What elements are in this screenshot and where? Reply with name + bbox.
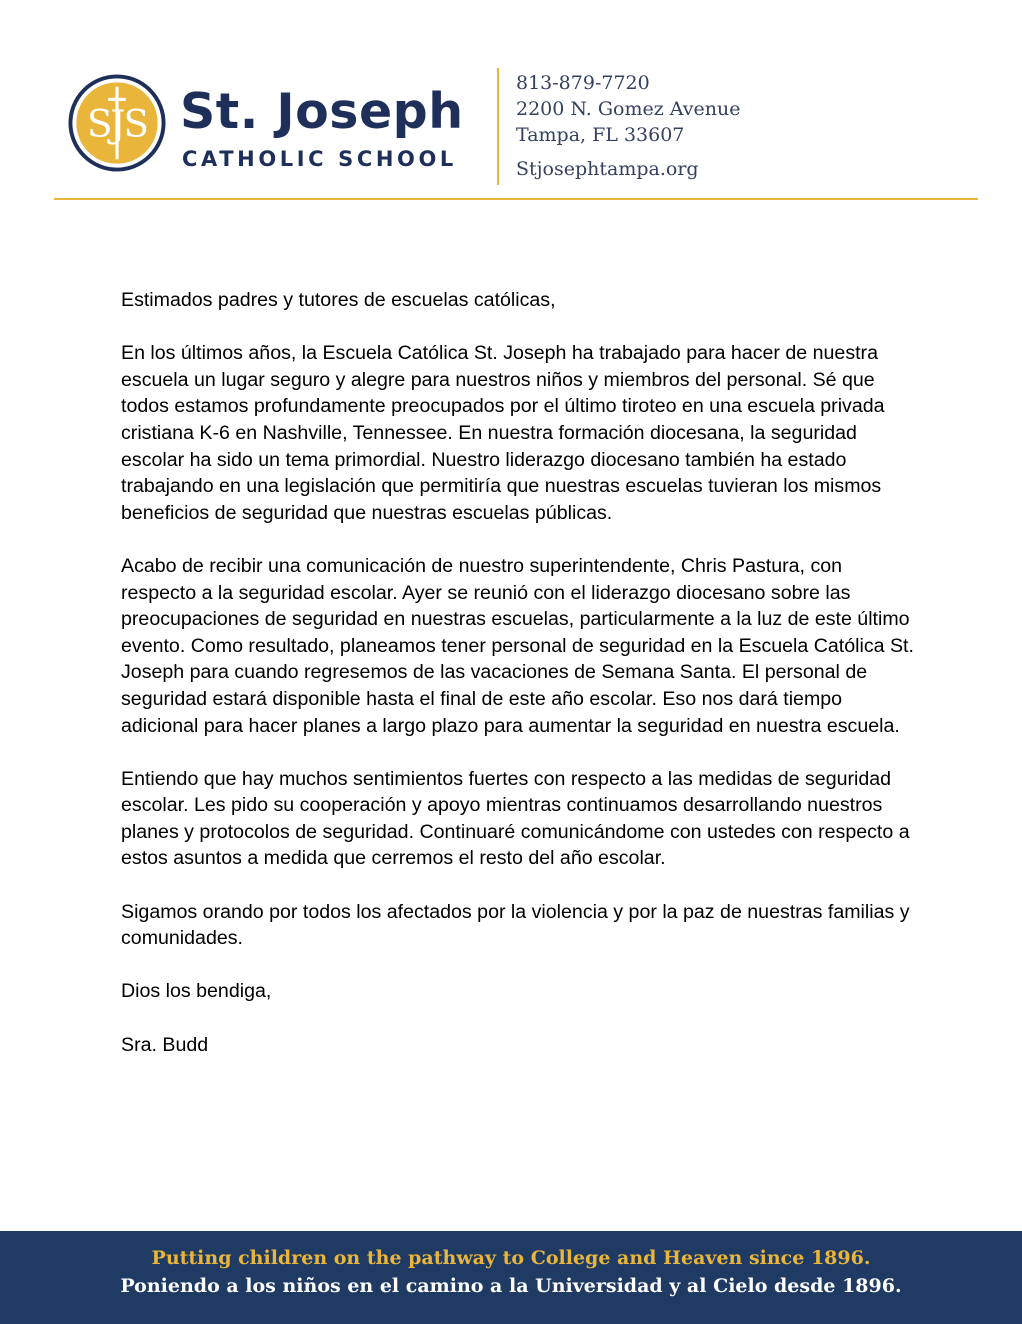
letter-paragraph-4: Sigamos orando por todos los afectados por la violencia y por la paz de nuestras familias y comunidades. [121, 900, 910, 950]
website-link[interactable]: Stjosephtampa.org [516, 158, 699, 180]
school-subtitle: CATHOLIC SCHOOL [182, 147, 457, 171]
letter-paragraph-2: Acabo de recibir una comunicación de nuestro superintendente, Chris Pastura, con respecto a la seguridad escolar. Ayer se reunió con el liderazgo diocesano sobre las preocupaciones de seguridad en nuestras escuelas, particularmente a la luz de este último evento. Como resultado, planeamos tener personal de seguridad en la Escuela Católica St. Joseph para cuando regresemos de las vacaciones de Semana Santa. El personal de seguridad estará disponible hasta el final de este año escolar. Eso nos dará tiempo adicional para hacer planes a largo plazo para aumentar la seguridad en nuestra escuela. [121, 554, 914, 737]
address-line-2: Tampa, FL 33607 [516, 124, 685, 146]
contact-block [516, 70, 740, 182]
letterhead [0, 0, 1022, 202]
footer-band [0, 1231, 1022, 1324]
signature: Sra. Budd [121, 1033, 209, 1056]
school-name: St. Joseph [180, 83, 464, 140]
tagline-english: Putting children on the pathway to College and Heaven since 1896. [151, 1247, 871, 1269]
letter-paragraph-3: Entiendo que hay muchos sentimientos fuertes con respecto a las medidas de seguridad escolar. Les pido su cooperación y apoyo mientras continuamos desarrollando nuestros planes y protocolos de seguridad. Continuaré comunicándome con ustedes con respecto a estos asuntos a medida que cerremos el resto del año escolar. [121, 767, 910, 870]
header-vertical-divider [497, 68, 499, 185]
tagline-spanish: Poniendo a los niños en el camino a la Universidad y al Cielo desde 1896. [120, 1275, 902, 1297]
letter-body [121, 287, 921, 1085]
school-seal-logo [68, 74, 166, 172]
phone-number: 813-879-7720 [516, 72, 650, 94]
address-line-1: 2200 N. Gomez Avenue [516, 98, 741, 120]
letter-paragraph-1: En los últimos años, la Escuela Católica St. Joseph ha trabajado para hacer de nuestra escuela un lugar seguro y alegre para nuestros niños y miembros del personal. Sé que todos estamos profundamente preocupados por el último tiroteo en una escuela privada cristiana K-6 en Nashville, Tennessee. En nuestra formación diocesana, la seguridad escolar ha sido un tema primordial. Nuestro liderazgo diocesano también ha estado trabajando en una legislación que permitiría que nuestras escuelas tuvieran los mismos beneficios de seguridad que nuestras escuelas públicas. [121, 342, 885, 524]
closing: Dios los bendiga, [121, 980, 272, 1003]
header-rule [54, 198, 978, 200]
logo-monogram: SJS [86, 101, 148, 146]
salutation: Estimados padres y tutores de escuelas católicas, [121, 289, 556, 311]
